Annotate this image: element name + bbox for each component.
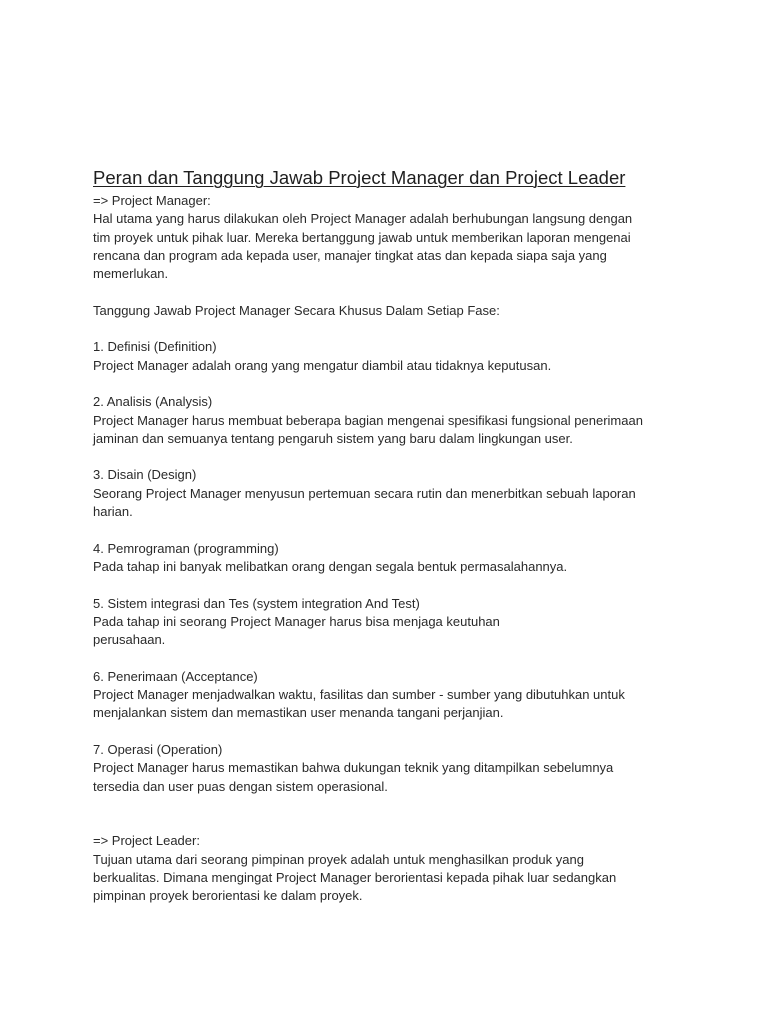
- phase-heading: Tanggung Jawab Project Manager Secara Khusus Dalam Setiap Fase:: [93, 302, 500, 318]
- phase-text: Pada tahap ini seorang Project Manager harus bisa menjaga keutuhan: [93, 613, 500, 629]
- phase-text: Project Manager harus membuat beberapa bagian mengenai spesifikasi fungsional penerimaan: [93, 412, 643, 428]
- spacer: [93, 283, 683, 301]
- pl-intro-line: pimpinan proyek berorientasi ke dalam proyek.: [93, 888, 363, 904]
- spacer: [93, 576, 683, 594]
- phase-title: 3. Disain (Design): [93, 467, 197, 483]
- spacer: [93, 320, 683, 338]
- pm-intro-line: rencana dan program ada kepada user, manajer tingkat atas dan kepada siapa saja yang: [93, 247, 607, 263]
- pl-intro-line: Tujuan utama dari seorang pimpinan proyek adalah untuk menghasilkan produk yang: [93, 851, 584, 867]
- spacer: [93, 521, 683, 539]
- phase-text: menjalankan sistem dan memastikan user menanda tangani perjanjian.: [93, 705, 504, 721]
- pm-heading: => Project Manager:: [93, 193, 211, 208]
- document-page: [93, 166, 683, 906]
- pm-intro-line: tim proyek untuk pihak luar. Mereka bertanggung jawab untuk memberikan laporan mengenai: [93, 229, 631, 245]
- phase-text: Seorang Project Manager menyusun pertemuan secara rutin dan menerbitkan sebuah laporan: [93, 485, 636, 501]
- phase-text: Project Manager adalah orang yang mengatur diambil atau tidaknya keputusan.: [93, 357, 552, 373]
- pm-intro-line: memerlukan.: [93, 266, 169, 282]
- phase-text: Project Manager menjadwalkan waktu, fasilitas dan sumber - sumber yang dibutuhkan untuk: [93, 687, 625, 703]
- spacer: [93, 796, 683, 833]
- phase-title: 6. Penerimaan (Acceptance): [93, 668, 258, 684]
- phase-title: 2. Analisis (Analysis): [93, 394, 213, 410]
- spacer: [93, 649, 683, 667]
- phase-text: harian.: [93, 504, 133, 520]
- pm-intro-line: Hal utama yang harus dilakukan oleh Project Manager adalah berhubungan langsung dengan: [93, 211, 633, 227]
- phase-text: jaminan dan semuanya tentang pengaruh sistem yang baru dalam lingkungan user.: [93, 430, 573, 446]
- phase-title: 7. Operasi (Operation): [93, 741, 223, 757]
- phase-text: tersedia dan user puas dengan sistem operasional.: [93, 778, 388, 794]
- phase-text: perusahaan.: [93, 632, 166, 648]
- spacer: [93, 723, 683, 741]
- spacer: [93, 448, 683, 466]
- phase-text: Pada tahap ini banyak melibatkan orang dengan segala bentuk permasalahannya.: [93, 558, 568, 574]
- pl-heading: => Project Leader:: [93, 833, 200, 849]
- pl-intro-line: berkualitas. Dimana mengingat Project Manager berorientasi kepada pihak luar sedangkan: [93, 869, 617, 885]
- document-title: Peran dan Tanggung Jawab Project Manager dan Project Leader: [93, 167, 626, 188]
- phase-text: Project Manager harus memastikan bahwa dukungan teknik yang ditampilkan sebelumnya: [93, 760, 614, 776]
- spacer: [93, 375, 683, 393]
- phase-title: 5. Sistem integrasi dan Tes (system integration And Test): [93, 595, 420, 611]
- phase-title: 4. Pemrograman (programming): [93, 540, 279, 556]
- phase-title: 1. Definisi (Definition): [93, 339, 217, 355]
